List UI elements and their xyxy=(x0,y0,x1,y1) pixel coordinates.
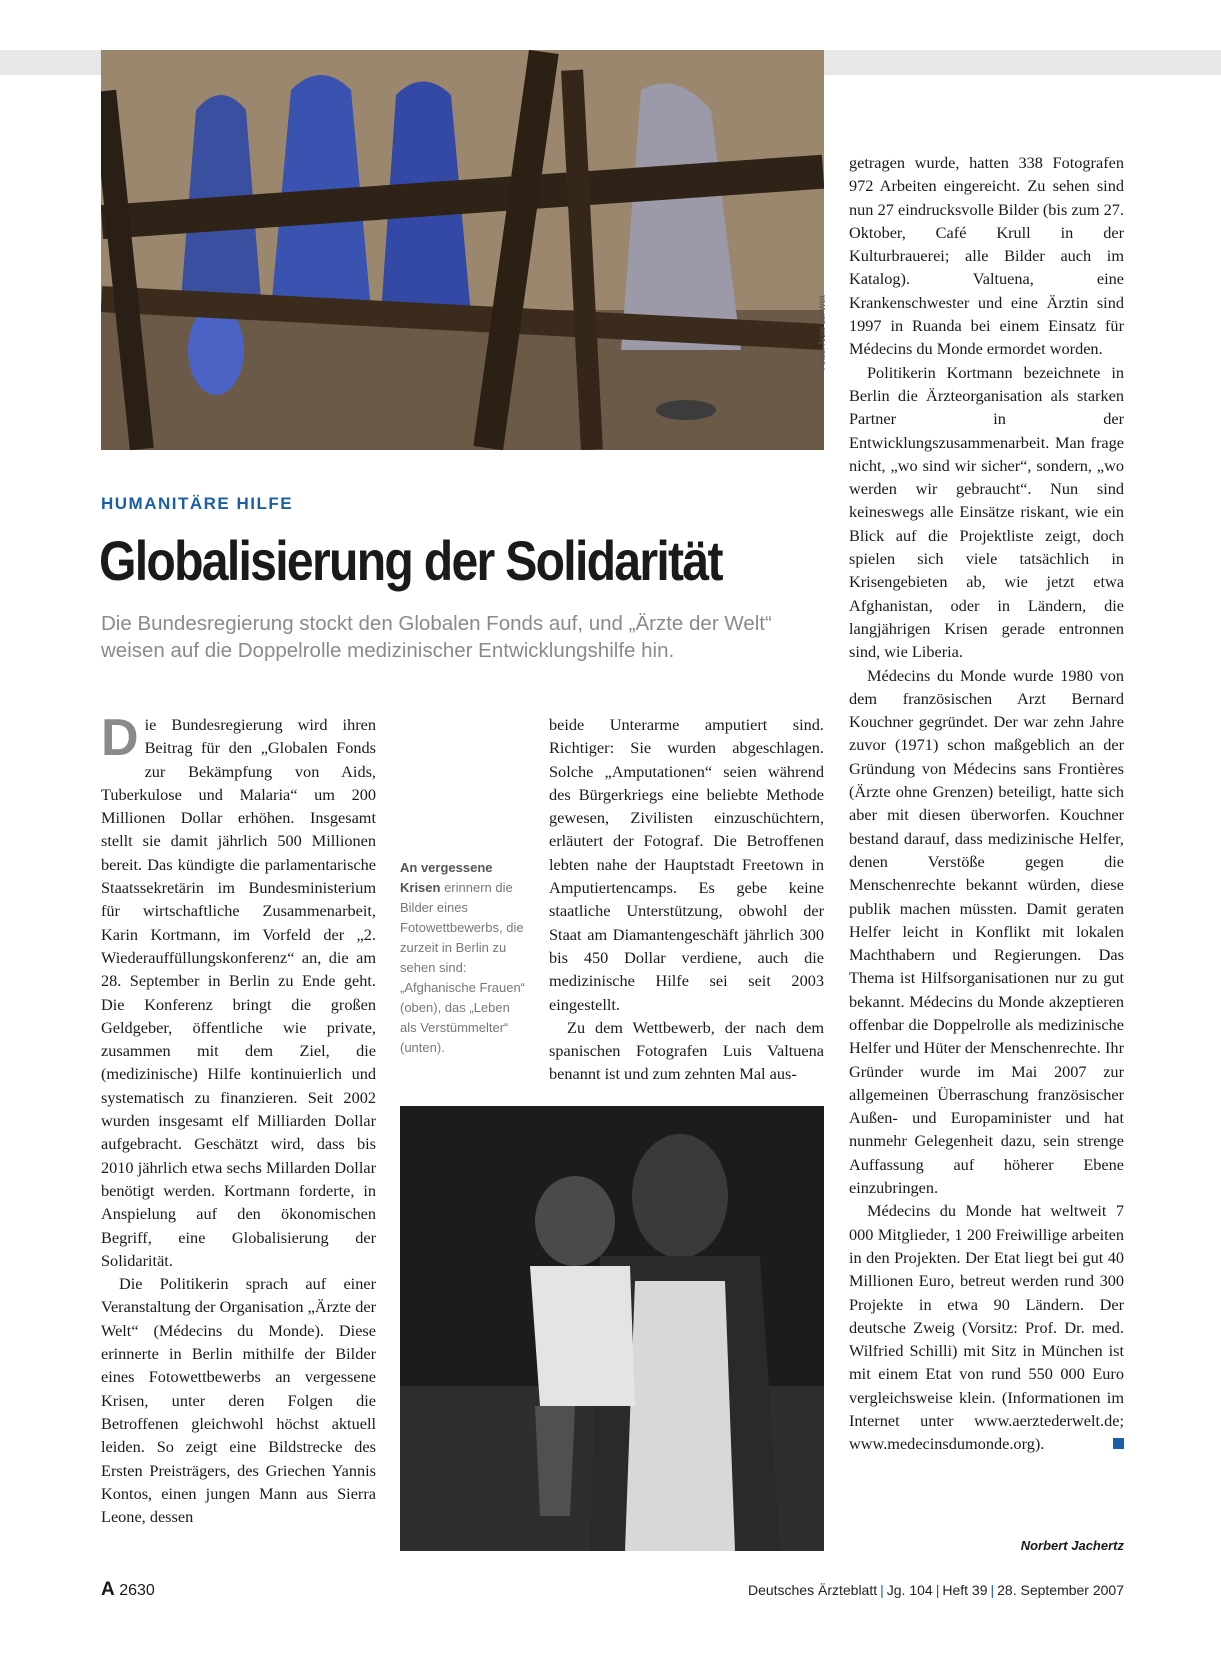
photo-credit: Fotos: Ärzte der Welt xyxy=(818,295,827,370)
page-prefix: A xyxy=(101,1579,115,1600)
paragraph-text: Médecins du Monde hat weltweit 7 000 Mitglieder, 1 200 Freiwillige arbeiten in den Projekten. Der Etat liegt bei gut 40 Millionen Euro, betreut werden rund 300 Projekte in etwa 90 Ländern. Der deutsche Zweig (Vorsitz: Prof. Dr. med. Wilfried Schilli) mit Sitz in München ist mit einem Etat von rund 550 000 Euro vergleichsweise klein. (Informationen im Internet unter www.aerztederwelt.de; www.medecinsdumonde.org). xyxy=(849,1201,1124,1454)
paragraph xyxy=(849,1199,1124,1455)
end-mark-icon xyxy=(1113,1438,1124,1449)
volume: Jg. 104 xyxy=(886,1582,933,1598)
publication-info: Deutsches Ärzteblatt | Jg. 104 | Heft 39 | 28. September 2007 xyxy=(747,1582,1124,1598)
photo-afghan-women xyxy=(101,50,824,450)
paragraph-text: ie Bundesregierung wird ihren Beitrag für den „Globalen Fonds zur Bekämpfung von Aids, Tuberkulose und Malaria“ um 200 Millionen Dollar erhöhen. Insgesamt stellt sie damit jährlich 500 Millionen bereit. Das kündigte die parlamentarische Staatssekretärin im Bundesministerium für wirtschaftliche Zusammenarbeit, Karin Kortmann, im Vorfeld der „2. Wiederauffüllungskonferenz“ an, die am 28. September in Berlin zu Ende geht. Die Konferenz bringt die großen Geldgeber, öffentliche wie private, zusammen mit dem Ziel, die (medizinische) Hilfe kontinuierlich und systematisch zu finanzieren. Seit 2002 wurden insgesamt elf Milliarden Dollar aufgebracht. Geschätzt wird, dass bis 2010 jährlich etwa sechs Millarden Dollar benötigt werden. Kortmann forderte, in Anspielung auf den ökonomischen Begriff, eine Globalisierung der Solidarität. xyxy=(101,715,376,1270)
author: Norbert Jachertz xyxy=(1020,1538,1124,1553)
headline: Globalisierung der Solidarität xyxy=(99,529,722,592)
paragraph: Die Politikerin sprach auf einer Veranstaltung der Organisation „Ärzte der Welt“ (Médecins du Monde). Diese erinnerte in Berlin mithilfe der Bilder eines Fotowettbewerbs an vergessene Krisen, unter deren Folgen die Betroffenen gleichwohl höchst aktuell leiden. So zeigt eine Bildstrecke des Ersten Preisträgers, des Griechen Yannis Kontos, einen jungen Mann aus Sierra Leone, dessen xyxy=(101,1274,376,1527)
page-number xyxy=(101,1579,155,1601)
caption-text: erinnern die Bilder eines Fotowettbewerbs, die zurzeit in Berlin zu sehen sind: „Afghanische Frauen“ (oben), das „Leben als Verstümmelter“ (unten). xyxy=(400,880,526,1055)
paragraph: Zu dem Wettbewerb, der nach dem spanischen Fotografen Luis Valtuena benannt ist und zum zehnten Mal aus- xyxy=(549,1017,824,1084)
photo-man-with-child xyxy=(400,1106,824,1551)
paragraph: getragen wurde, hatten 338 Fotografen 972 Arbeiten eingereicht. Zu sehen sind nun 27 eindrucksvolle Bilder (bis zum 27. Oktober, Café Krull in der Kulturbrauerei; alle Bilder auch im Katalog). Valtuena, eine Krankenschwester und eine Ärztin sind 1997 in Ruanda bei einem Einsatz für Médecins du Monde ermordet worden. xyxy=(849,153,1124,359)
photo-caption xyxy=(400,858,530,1058)
dropcap: D xyxy=(101,709,139,767)
paragraph xyxy=(101,709,376,1272)
caption-lead: An vergessene Krisen xyxy=(400,860,493,895)
issue-date: 28. September 2007 xyxy=(997,1582,1124,1598)
paragraph: beide Unterarme amputiert sind. Richtiger: Sie wurden abgeschlagen. Solche „Amputationen“ seien während des Bürgerkriegs eine beliebte Methode gewesen, Zivilisten einzuschüchtern, erläutert der Fotograf. Die Betroffenen lebten nahe der Hauptstadt Freetown in Amputiertencamps. Es gebe keine staatliche Unterstützung, obwohl der Staat am Diamantengeschäft jährlich 300 bis 450 Dollar verdiene, auch die medizinische Hilfe sei seit 2003 eingestellt. xyxy=(549,715,824,1014)
page-number-value: 2630 xyxy=(119,1582,155,1599)
paragraph: Médecins du Monde wurde 1980 von dem französischen Arzt Bernard Kouchner gegründet. Der war zehn Jahre zuvor (1971) schon maßgeblich an der Gründung von Médecins sans Frontières (Ärzte ohne Grenzen) beteiligt, hatte sich aber mit diesen überworfen. Kouchner bestand darauf, dass medizinische Helfer, denen Verstöße gegen die Menschenrechte bekannt würden, diese publik machen müssten. Damit geraten Helfer leicht in Konflikt mit lokalen Machthabern und Regierungen. Das Thema ist Hilfsorganisationen nur zu gut bekannt. Médecins du Monde akzeptieren offenbar die Doppelrolle als medizinische Helfer und Hüter der Menschenrechte. Ihr Gründer wurde im Mai 2007 zur allgemeinen Überraschung französischer Außen- und Europaminister und hat nunmehr Gelegenheit dazu, sein strenge Auffassung auf höherer Ebene einzubringen. xyxy=(849,665,1124,1198)
paragraph: Politikerin Kortmann bezeichnete in Berlin die Ärzteorganisation als starken Partner in der Entwicklungszusammenarbeit. Man frage nicht, „wo sind wir sicher“, sondern, „wo werden wir gebraucht“. Nun sind keineswegs alle Einsätze riskant, wie ein Blick auf die Projektliste zeigt, doch spielen sich viele tatsächlich in Krisengebieten ab, wie jetzt etwa Afghanistan, oder in Ländern, die langjährigen Krisen gerade entronnen sind, wie Liberia. xyxy=(849,362,1124,662)
journal-name: Deutsches Ärzteblatt xyxy=(747,1582,878,1598)
issue: Heft 39 xyxy=(942,1582,988,1598)
section-kicker: HUMANITÄRE HILFE xyxy=(101,494,294,513)
column-1 xyxy=(101,709,376,1528)
lede: Die Bundesregierung stockt den Globalen Fonds auf, und „Ärzte der Welt“ weisen auf die Doppelrolle medizinischer Entwicklungshilfe hin. xyxy=(101,612,772,662)
column-2 xyxy=(549,713,824,1086)
column-3 xyxy=(849,151,1124,1456)
